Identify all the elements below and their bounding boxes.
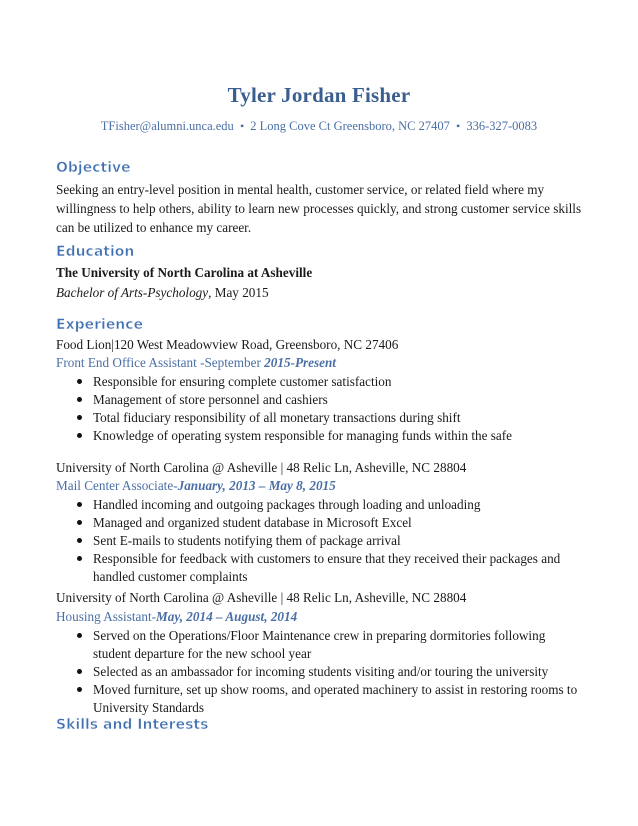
bullet-icon [77,520,82,525]
list-item [56,663,586,681]
job-duties-list [56,496,586,586]
bullet-icon [77,633,82,638]
duty-text: Sent E-mails to students notifying them of package arrival [93,533,401,548]
bullet-icon [77,556,82,561]
degree: Bachelor of Arts-Psychology [56,285,209,300]
address: 2 Long Cove Ct Greensboro, NC 27407 [250,119,450,133]
duty-text: Responsible for ensuring complete customer satisfaction [93,374,392,389]
bullet-icon [77,379,82,384]
objective-heading: Objective [56,160,131,176]
degree-line [56,284,269,302]
job-title: Mail Center Associate- [56,478,178,493]
list-item [56,391,586,409]
job-employer: Food Lion|120 West Meadowview Road, Greensboro, NC 27406 [56,337,399,352]
job-employer: University of North Carolina @ Asheville | 48 Relic Ln, Asheville, NC 28804 [56,590,467,605]
list-item [56,514,586,532]
duty-text: Selected as an ambassador for incoming students visiting and/or touring the university [93,664,549,679]
bullet-separator-icon: • [456,119,461,133]
skills-heading: Skills and Interests [56,717,209,733]
job-dates: January, 2013 – May 8, 2015 [177,478,336,493]
school-name: The University of North Carolina at Asheville [56,265,313,280]
duty-text: Moved furniture, set up show rooms, and operated machinery to assist in restoring rooms to University Standards [93,682,578,715]
bullet-icon [77,397,82,402]
phone: 336-327-0083 [466,119,538,133]
education-heading: Education [56,244,135,260]
bullet-icon [77,502,82,507]
email-link[interactable]: TFisher@alumni.unca.edu [100,119,234,133]
experience-heading: Experience [56,317,144,333]
job-title: Front End Office Assistant -September [56,355,265,370]
list-item [56,681,586,717]
duty-text: Total fiduciary responsibility of all monetary transactions during shift [93,410,461,425]
job-duties-list [56,627,586,717]
job-duties-list [56,373,586,445]
duty-text: Served on the Operations/Floor Maintenance crew in preparing dormitories following student departure for the new school year [93,628,546,661]
bullet-icon [77,415,82,420]
job-title: Housing Assistant- [56,609,157,624]
objective-text: Seeking an entry-level position in mental health, customer service, or related field where my willingness to help others, ability to learn new processes quickly, and strong customer service skills can be utilized to enhance my career. [56,182,582,235]
list-item [56,532,586,550]
duty-text: Knowledge of operating system responsible for managing funds within the safe [93,428,512,443]
job-title-line [56,477,336,495]
job-dates: May, 2014 – August, 2014 [156,609,298,624]
bullet-icon [77,433,82,438]
job-title-line [56,354,336,372]
duty-text: Handled incoming and outgoing packages through loading and unloading [93,497,481,512]
duty-text: Managed and organized student database in Microsoft Excel [93,515,412,530]
bullet-icon [77,687,82,692]
duty-text: Responsible for feedback with customers to ensure that they received their packages and handled customer complaints [93,551,561,584]
job-employer: University of North Carolina @ Asheville | 48 Relic Ln, Asheville, NC 28804 [56,460,467,475]
list-item [56,496,586,514]
list-item [56,427,586,445]
list-item [56,373,586,391]
bullet-icon [77,669,82,674]
job-title-line [56,608,297,626]
bullet-separator-icon: • [239,119,245,133]
degree-date: , May 2015 [208,285,269,300]
list-item [56,627,586,663]
contact-line [0,119,638,134]
list-item [56,550,586,586]
duty-text: Management of store personnel and cashiers [93,392,328,407]
job-dates: 2015-Present [264,355,336,370]
candidate-name: Tyler Jordan Fisher [227,83,411,107]
list-item [56,409,586,427]
bullet-icon [77,538,82,543]
